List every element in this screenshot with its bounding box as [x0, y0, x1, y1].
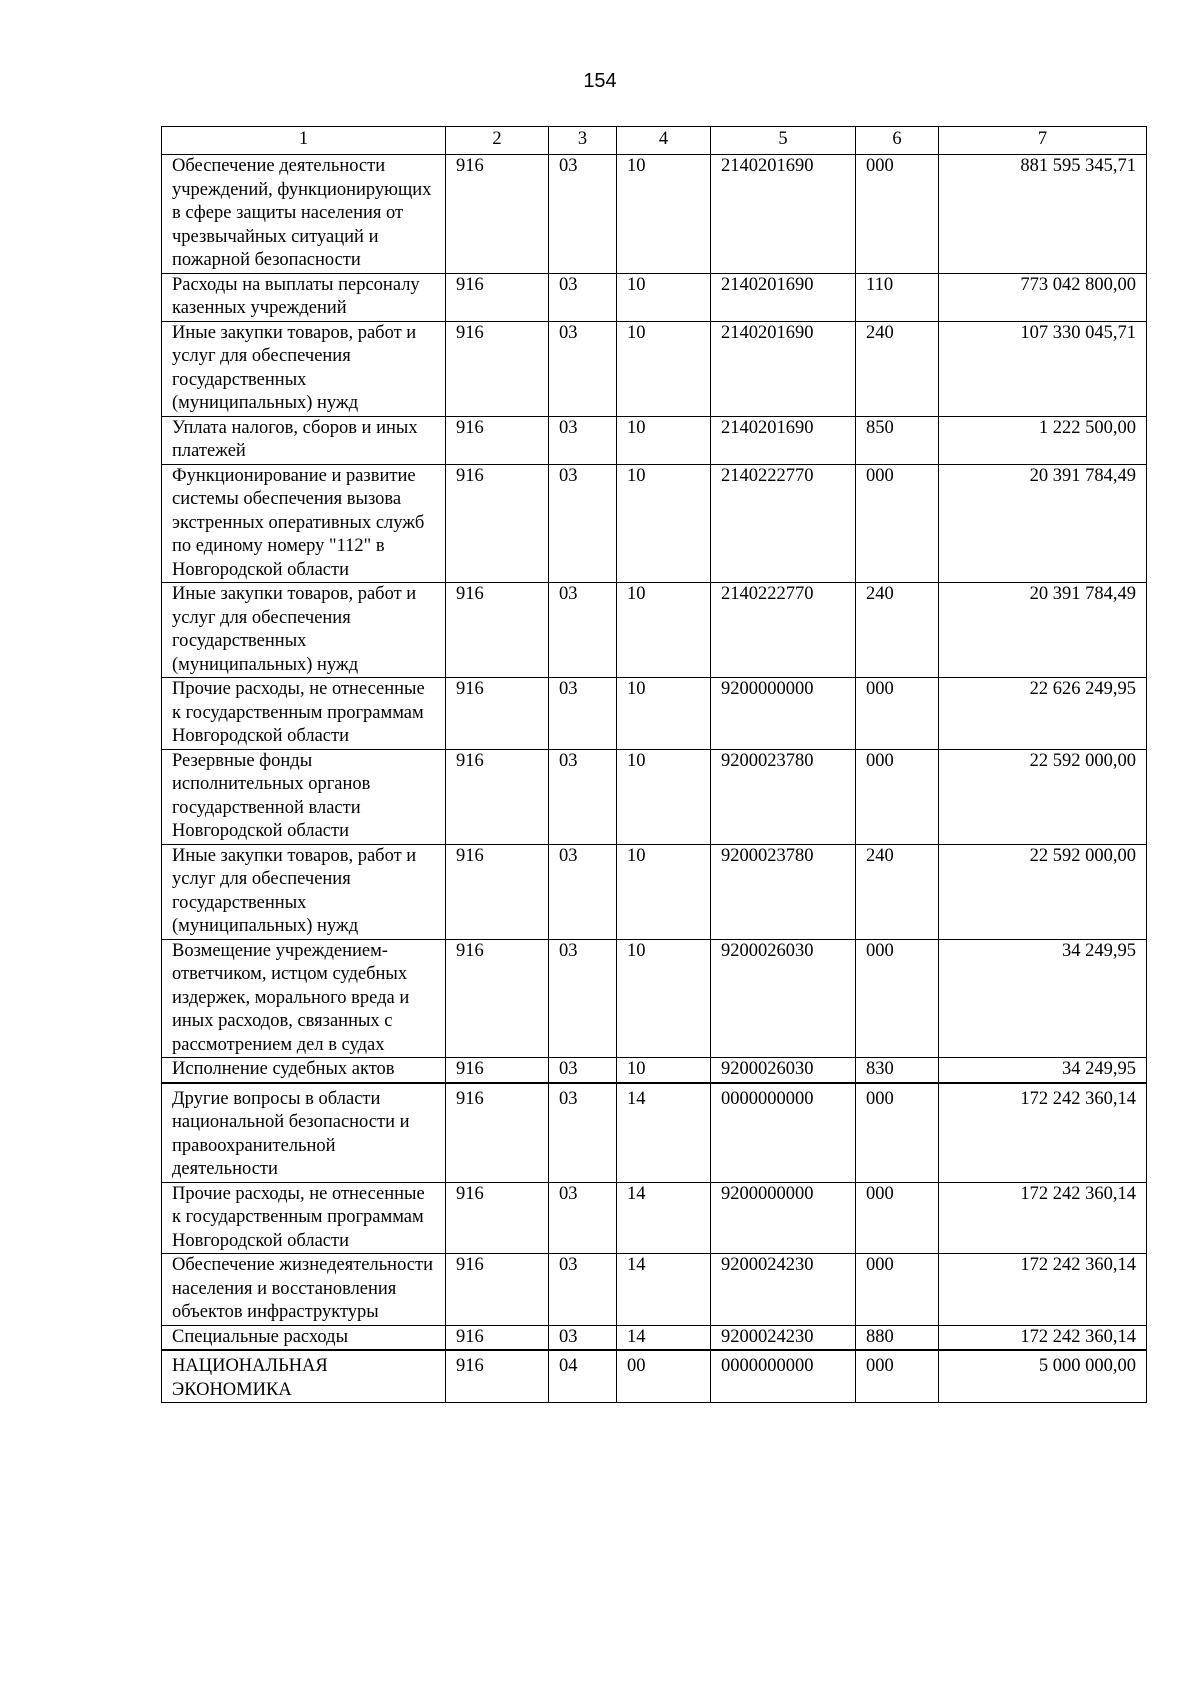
row-rz: 03 [549, 464, 617, 583]
row-sum: 20 391 784,49 [939, 464, 1147, 583]
table-row [162, 939, 1147, 1058]
row-rz: 03 [549, 1058, 617, 1083]
row-pr: 10 [617, 678, 711, 750]
column-header-1: 1 [162, 127, 446, 155]
row-pr: 10 [617, 155, 711, 274]
row-pr: 10 [617, 844, 711, 939]
row-grbs: 916 [446, 749, 549, 844]
row-pr: 10 [617, 464, 711, 583]
row-csr: 2140201690 [711, 273, 856, 321]
row-name: Иные закупки товаров, работ и услуг для обеспечения государственных (муниципальных) нужд [162, 844, 446, 939]
row-vr: 000 [856, 1350, 939, 1403]
row-name: Прочие расходы, не отнесенные к государственным программам Новгородской области [162, 1182, 446, 1254]
row-grbs: 916 [446, 273, 549, 321]
row-pr: 10 [617, 1058, 711, 1083]
row-name: Возмещение учреждением-ответчиком, истцом судебных издержек, морального вреда и иных расходов, связанных с рассмотрением дел в судах [162, 939, 446, 1058]
row-rz: 03 [549, 273, 617, 321]
table-row [162, 1350, 1147, 1403]
row-rz: 03 [549, 1182, 617, 1254]
row-grbs: 916 [446, 1254, 549, 1326]
row-rz: 03 [549, 939, 617, 1058]
table-row [162, 749, 1147, 844]
row-grbs: 916 [446, 1350, 549, 1403]
row-vr: 000 [856, 939, 939, 1058]
row-rz: 03 [549, 321, 617, 416]
row-name: Иные закупки товаров, работ и услуг для обеспечения государственных (муниципальных) нужд [162, 321, 446, 416]
row-vr: 000 [856, 464, 939, 583]
row-rz: 03 [549, 1254, 617, 1326]
row-vr: 000 [856, 678, 939, 750]
row-name: НАЦИОНАЛЬНАЯ ЭКОНОМИКА [162, 1350, 446, 1403]
row-grbs: 916 [446, 1058, 549, 1083]
column-header-5: 5 [711, 127, 856, 155]
row-csr: 9200000000 [711, 678, 856, 750]
row-csr: 2140201690 [711, 155, 856, 274]
row-vr: 240 [856, 844, 939, 939]
row-vr: 000 [856, 155, 939, 274]
row-grbs: 916 [446, 1325, 549, 1350]
row-vr: 000 [856, 1083, 939, 1183]
row-csr: 9200000000 [711, 1182, 856, 1254]
row-csr: 9200024230 [711, 1254, 856, 1326]
table-row [162, 678, 1147, 750]
column-header-6: 6 [856, 127, 939, 155]
row-sum: 5 000 000,00 [939, 1350, 1147, 1403]
row-vr: 110 [856, 273, 939, 321]
row-csr: 2140222770 [711, 583, 856, 678]
row-pr: 10 [617, 749, 711, 844]
row-csr: 0000000000 [711, 1350, 856, 1403]
row-sum: 773 042 800,00 [939, 273, 1147, 321]
table-row [162, 464, 1147, 583]
row-vr: 000 [856, 1254, 939, 1326]
row-name: Уплата налогов, сборов и иных платежей [162, 416, 446, 464]
row-grbs: 916 [446, 155, 549, 274]
row-vr: 830 [856, 1058, 939, 1083]
row-sum: 881 595 345,71 [939, 155, 1147, 274]
row-csr: 0000000000 [711, 1083, 856, 1183]
table-row [162, 1182, 1147, 1254]
row-pr: 10 [617, 416, 711, 464]
row-name: Иные закупки товаров, работ и услуг для обеспечения государственных (муниципальных) нужд [162, 583, 446, 678]
row-sum: 172 242 360,14 [939, 1083, 1147, 1183]
row-csr: 2140222770 [711, 464, 856, 583]
table-row [162, 1083, 1147, 1183]
row-pr: 10 [617, 939, 711, 1058]
column-header-2: 2 [446, 127, 549, 155]
table-row [162, 416, 1147, 464]
row-rz: 03 [549, 678, 617, 750]
row-sum: 172 242 360,14 [939, 1182, 1147, 1254]
row-pr: 00 [617, 1350, 711, 1403]
row-sum: 172 242 360,14 [939, 1254, 1147, 1326]
row-sum: 20 391 784,49 [939, 583, 1147, 678]
row-csr: 9200023780 [711, 844, 856, 939]
table-row [162, 583, 1147, 678]
row-csr: 9200023780 [711, 749, 856, 844]
row-name: Резервные фонды исполнительных органов государственной власти Новгородской области [162, 749, 446, 844]
row-name: Специальные расходы [162, 1325, 446, 1350]
row-grbs: 916 [446, 321, 549, 416]
row-pr: 10 [617, 321, 711, 416]
row-rz: 03 [549, 416, 617, 464]
table-row [162, 273, 1147, 321]
row-vr: 000 [856, 749, 939, 844]
row-pr: 10 [617, 273, 711, 321]
row-name: Обеспечение жизнедеятельности населения и восстановления объектов инфраструктуры [162, 1254, 446, 1326]
page-number: 154 [583, 70, 617, 92]
table-body [162, 155, 1147, 1403]
row-pr: 14 [617, 1083, 711, 1183]
row-sum: 34 249,95 [939, 939, 1147, 1058]
row-rz: 03 [549, 155, 617, 274]
row-csr: 9200024230 [711, 1325, 856, 1350]
row-rz: 03 [549, 583, 617, 678]
row-grbs: 916 [446, 1182, 549, 1254]
row-grbs: 916 [446, 939, 549, 1058]
table-header [162, 127, 1147, 155]
row-rz: 03 [549, 1083, 617, 1183]
row-grbs: 916 [446, 583, 549, 678]
row-rz: 03 [549, 749, 617, 844]
row-csr: 2140201690 [711, 321, 856, 416]
column-header-7: 7 [939, 127, 1147, 155]
column-header-3: 3 [549, 127, 617, 155]
row-name: Расходы на выплаты персоналу казенных учреждений [162, 273, 446, 321]
header-row [162, 127, 1147, 155]
row-grbs: 916 [446, 844, 549, 939]
row-sum: 34 249,95 [939, 1058, 1147, 1083]
row-grbs: 916 [446, 416, 549, 464]
row-name: Функционирование и развитие системы обеспечения вызова экстренных оперативных служб по единому номеру "112" в Новгородской области [162, 464, 446, 583]
row-pr: 10 [617, 583, 711, 678]
table-row [162, 844, 1147, 939]
column-header-4: 4 [617, 127, 711, 155]
row-csr: 2140201690 [711, 416, 856, 464]
budget-table [161, 126, 1147, 1403]
row-vr: 000 [856, 1182, 939, 1254]
table-row [162, 1325, 1147, 1350]
row-csr: 9200026030 [711, 939, 856, 1058]
row-sum: 22 626 249,95 [939, 678, 1147, 750]
row-vr: 880 [856, 1325, 939, 1350]
row-vr: 850 [856, 416, 939, 464]
row-sum: 172 242 360,14 [939, 1325, 1147, 1350]
row-csr: 9200026030 [711, 1058, 856, 1083]
row-grbs: 916 [446, 1083, 549, 1183]
row-rz: 03 [549, 1325, 617, 1350]
row-vr: 240 [856, 321, 939, 416]
row-pr: 14 [617, 1182, 711, 1254]
row-grbs: 916 [446, 464, 549, 583]
row-name: Прочие расходы, не отнесенные к государственным программам Новгородской области [162, 678, 446, 750]
row-vr: 240 [856, 583, 939, 678]
row-name: Другие вопросы в области национальной безопасности и правоохранительной деятельности [162, 1083, 446, 1183]
row-sum: 22 592 000,00 [939, 749, 1147, 844]
row-sum: 107 330 045,71 [939, 321, 1147, 416]
row-pr: 14 [617, 1325, 711, 1350]
table-row [162, 321, 1147, 416]
row-sum: 1 222 500,00 [939, 416, 1147, 464]
row-grbs: 916 [446, 678, 549, 750]
table-row [162, 1254, 1147, 1326]
row-name: Исполнение судебных актов [162, 1058, 446, 1083]
row-name: Обеспечение деятельности учреждений, функционирующих в сфере защиты населения от чрезвычайных ситуаций и пожарной безопасности [162, 155, 446, 274]
row-rz: 03 [549, 844, 617, 939]
row-sum: 22 592 000,00 [939, 844, 1147, 939]
table-row [162, 155, 1147, 274]
table-row [162, 1058, 1147, 1083]
row-pr: 14 [617, 1254, 711, 1326]
row-rz: 04 [549, 1350, 617, 1403]
